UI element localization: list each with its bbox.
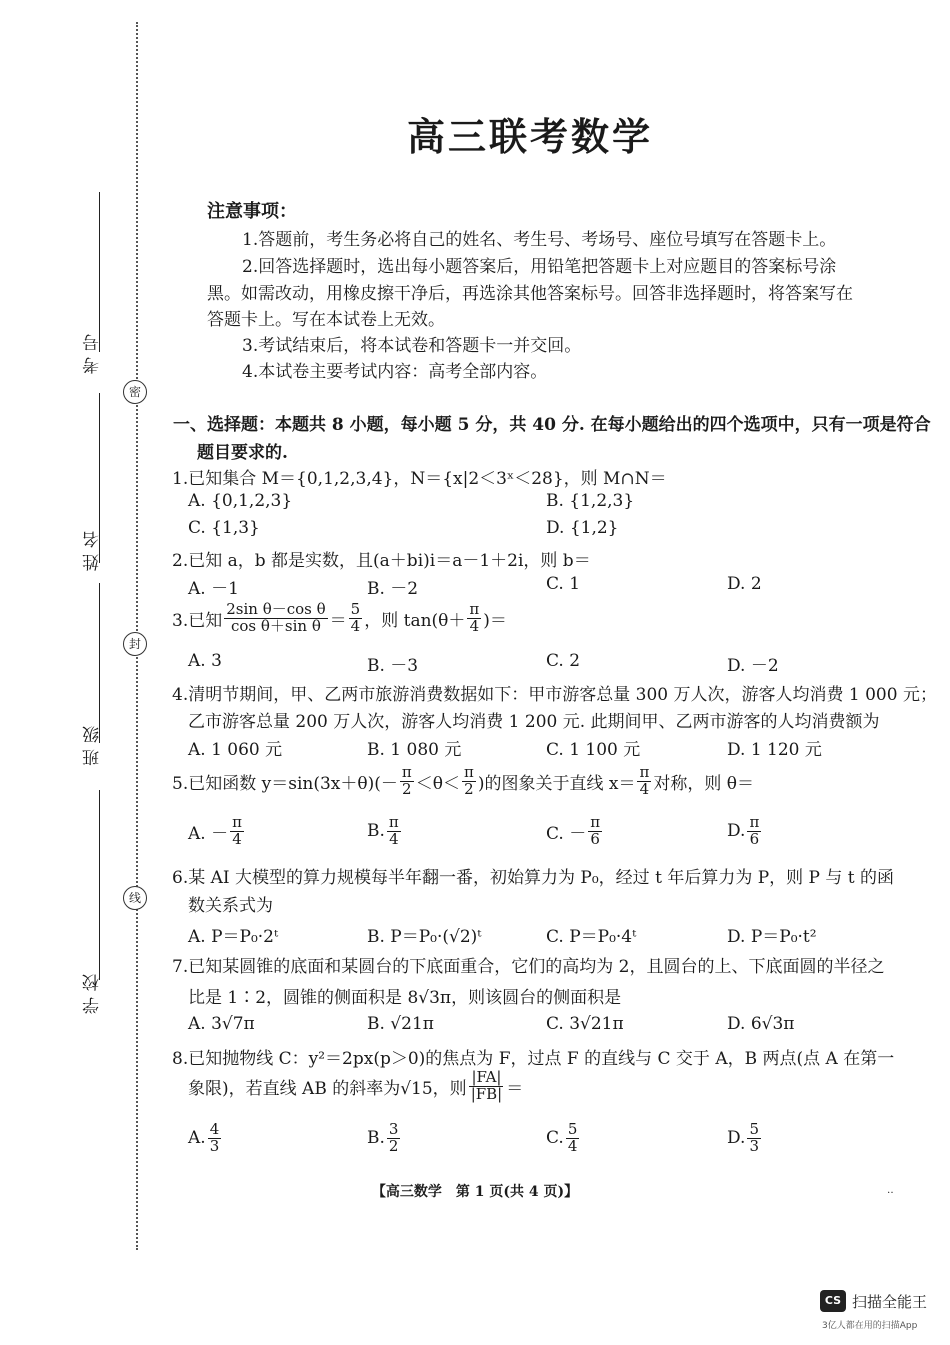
school-label: 学校 — [83, 968, 103, 1014]
q8-b-label: B. — [367, 1128, 385, 1149]
q3-equals: ＝ — [329, 610, 347, 631]
q8-option-b — [367, 1122, 402, 1155]
q1-option-b: B. {1,2,3} — [546, 491, 635, 511]
q4-option-b: B. 1 080 元 — [367, 740, 462, 760]
q5-frac-1-num: π — [401, 763, 412, 781]
q7-option-a: A. 3√7π — [188, 1014, 255, 1034]
question-8-stem: 8.已知抛物线 C：y²＝2px(p＞0)的焦点为 F，过点 F 的直线与 C 交于 A，B 两点(点 A 在第一 — [172, 1049, 895, 1069]
q5-option-d — [727, 815, 763, 848]
q5-mid-2: )的图象关于直线 x＝ — [477, 773, 636, 794]
q4-option-c: C. 1 100 元 — [546, 740, 641, 760]
q3-fraction — [224, 602, 327, 635]
q5-frac-2-num: π — [463, 763, 474, 781]
q5-frac-1-den: 2 — [402, 779, 412, 798]
class-label: 班级 — [83, 720, 103, 766]
footer-mark: ‥ — [887, 1185, 894, 1196]
q5-d-num: π — [749, 813, 760, 831]
q5-c-den: 6 — [590, 829, 600, 848]
q8-a-label: A. — [188, 1128, 206, 1149]
note-line: 1.答题前，考生务必将自己的姓名、考生号、考场号、座位号填写在答题卡上。 — [242, 230, 837, 250]
q3-denominator: cos θ＋sin θ — [231, 616, 321, 635]
q5-b-frac — [387, 815, 401, 848]
page-title: 高三联考数学 — [406, 114, 653, 159]
q3-option-b: B. －3 — [367, 656, 419, 676]
q8-c-num: 5 — [567, 1120, 578, 1138]
notes-heading: 注意事项： — [207, 201, 297, 222]
q2-option-d: D. 2 — [727, 574, 762, 594]
school-line — [99, 790, 100, 980]
q3-pi-frac — [467, 602, 481, 635]
q5-c-frac — [588, 815, 602, 848]
question-1-stem: 1.已知集合 M＝{0,1,2,3,4}，N＝{x|2＜3ˣ＜28}，则 M∩N＝ — [172, 469, 667, 489]
q8-option-d — [727, 1122, 763, 1155]
q3-option-a: A. 3 — [188, 651, 222, 671]
question-3-stem — [172, 602, 507, 635]
q8-d-label: D. — [727, 1128, 746, 1149]
q8-c-label: C. — [546, 1128, 564, 1149]
q5-suffix: 对称，则 θ＝ — [653, 773, 754, 794]
q5-frac-2 — [462, 765, 476, 798]
q3-option-c: C. 2 — [546, 651, 581, 671]
q5-mid-1: ＜θ＜ — [415, 773, 460, 794]
q8-c-den: 4 — [567, 1136, 578, 1155]
q5-d-label: D. — [727, 821, 746, 842]
note-line: 4.本试卷主要考试内容：高考全部内容。 — [242, 362, 548, 382]
q8-b-frac — [387, 1122, 401, 1155]
q5-a-num: π — [232, 813, 242, 831]
q5-a-frac — [230, 815, 244, 848]
q8-a-frac — [208, 1122, 222, 1155]
q8-text: 象限)，若直线 AB 的斜率为√15，则 — [188, 1078, 467, 1099]
q5-b-num: π — [388, 813, 399, 831]
scanner-watermark — [820, 1290, 927, 1312]
q3-numerator: 2sin θ－cos θ — [226, 600, 326, 618]
q5-frac-2-den: 2 — [464, 779, 474, 798]
q5-d-frac — [747, 815, 761, 848]
seal-marker-mi: 密 — [123, 380, 147, 404]
q3-pi-den: 4 — [469, 616, 480, 635]
q3-value — [349, 602, 363, 635]
q4-option-d: D. 1 120 元 — [727, 740, 822, 760]
q1-option-a: A. {0,1,2,3} — [188, 491, 293, 511]
q8-a-num: 4 — [209, 1120, 220, 1138]
q5-c-num: π — [590, 813, 601, 831]
q8-a-den: 3 — [209, 1136, 220, 1155]
q7-option-c: C. 3√21π — [546, 1014, 624, 1034]
question-7-stem: 7.已知某圆锥的底面和某圆台的下底面重合，它们的高均为 2，且圆台的上、下底面圆的半径之 — [172, 957, 885, 977]
q5-c-label: C. － — [546, 823, 587, 844]
q8-ratio-num: |FA| — [471, 1068, 502, 1086]
q6-option-a: A. P＝P₀·2ᵗ — [188, 927, 279, 947]
section-heading-cont: 题目要求的. — [197, 443, 288, 463]
q8-ratio-den: |FB| — [470, 1084, 503, 1103]
q8-suffix: ＝ — [506, 1078, 524, 1099]
q2-option-c: C. 1 — [546, 574, 581, 594]
q8-d-den: 3 — [749, 1136, 759, 1155]
q3-suffix: )＝ — [483, 610, 507, 631]
note-line: 2.回答选择题时，选出每小题答案后，用铅笔把答题卡上对应题目的答案标号涂 — [242, 257, 837, 277]
note-line: 黑。如需改动，用橡皮擦干净后，再选涂其他答案标号。回答非选择题时，将答案写在 — [207, 284, 853, 304]
q5-a-den: 4 — [232, 829, 242, 848]
question-4-stem: 4.清明节期间，甲、乙两市旅游消费数据如下：甲市游客总量 300 万人次，游客人均消费 1 000 元； — [172, 685, 937, 705]
q5-frac-3-den: 4 — [639, 779, 650, 798]
q8-ratio — [469, 1070, 505, 1103]
note-line: 3.考试结束后，将本试卷和答题卡一并交回。 — [242, 336, 582, 356]
question-8-stem-cont — [188, 1070, 523, 1103]
question-5-stem — [172, 765, 754, 798]
q5-frac-3-num: π — [639, 763, 650, 781]
q5-b-den: 4 — [389, 829, 399, 848]
page-footer: 【高三数学 第 1 页(共 4 页)】 — [371, 1184, 579, 1200]
question-6-stem-cont: 数关系式为 — [188, 896, 273, 916]
q3-value-num: 5 — [350, 600, 361, 618]
q5-prefix: 5.已知函数 y＝sin(3x＋θ)(－ — [172, 773, 398, 794]
q2-option-a: A. －1 — [188, 579, 239, 599]
q8-option-c — [546, 1122, 581, 1155]
question-4-stem-cont: 乙市游客总量 200 万人次，游客人均消费 1 200 元. 此期间甲、乙两市游客的人均消费额为 — [188, 712, 880, 732]
note-line: 答题卡上。写在本试卷上无效。 — [207, 310, 445, 330]
watermark-brand-name: 扫描全能王 — [852, 1292, 928, 1311]
q5-option-b — [367, 815, 403, 848]
q3-pi-num: π — [469, 600, 480, 618]
watermark-tagline: 3亿人都在用的扫描App — [822, 1321, 918, 1331]
q8-c-frac — [566, 1122, 580, 1155]
q6-option-b: B. P＝P₀·(√2)ᵗ — [367, 927, 482, 947]
q5-frac-3 — [637, 765, 651, 798]
q5-a-label: A. － — [188, 823, 229, 844]
q5-d-den: 6 — [749, 829, 760, 848]
q8-b-num: 3 — [388, 1120, 399, 1138]
q5-frac-1 — [400, 765, 414, 798]
question-7-stem-cont: 比是 1∶2，圆锥的侧面积是 8√3π，则该圆台的侧面积是 — [188, 988, 622, 1008]
q5-option-a — [188, 815, 246, 848]
question-6-stem: 6.某 AI 大模型的算力规模每半年翻一番，初始算力为 P₀，经过 t 年后算力为 P，则 P 与 t 的函 — [172, 868, 895, 888]
q2-option-b: B. －2 — [367, 579, 419, 599]
q8-d-frac — [747, 1122, 761, 1155]
q8-option-a — [188, 1122, 223, 1155]
q5-option-c — [546, 815, 604, 848]
question-2-stem: 2.已知 a，b 都是实数，且(a＋bi)i＝a－1＋2i，则 b＝ — [172, 551, 591, 571]
name-label: 姓名 — [83, 525, 103, 571]
q1-option-d: D. {1,2} — [546, 518, 619, 538]
q3-value-den: 4 — [350, 616, 361, 635]
class-line — [99, 583, 100, 743]
camscanner-logo-icon: CS — [820, 1290, 846, 1312]
q6-option-c: C. P＝P₀·4ᵗ — [546, 927, 637, 947]
q4-option-a: A. 1 060 元 — [188, 740, 283, 760]
seal-marker-xian: 线 — [123, 886, 147, 910]
q3-text: ，则 tan(θ＋ — [364, 610, 466, 631]
section-heading: 一、选择题：本题共 8 小题，每小题 5 分，共 40 分. 在每小题给出的四个选项中，只有一项是符合 — [173, 415, 931, 435]
q7-option-d: D. 6√3π — [727, 1014, 795, 1034]
q8-d-num: 5 — [749, 1120, 759, 1138]
q3-prefix: 3.已知 — [172, 610, 223, 631]
q3-option-d: D. －2 — [727, 656, 779, 676]
q7-option-b: B. √21π — [367, 1014, 434, 1034]
q5-b-label: B. — [367, 821, 385, 842]
q1-option-c: C. {1,3} — [188, 518, 260, 538]
exam-number-label: 考号 — [83, 328, 103, 374]
q6-option-d: D. P＝P₀·t² — [727, 927, 817, 947]
q8-b-den: 2 — [388, 1136, 399, 1155]
seal-marker-feng: 封 — [123, 632, 147, 656]
